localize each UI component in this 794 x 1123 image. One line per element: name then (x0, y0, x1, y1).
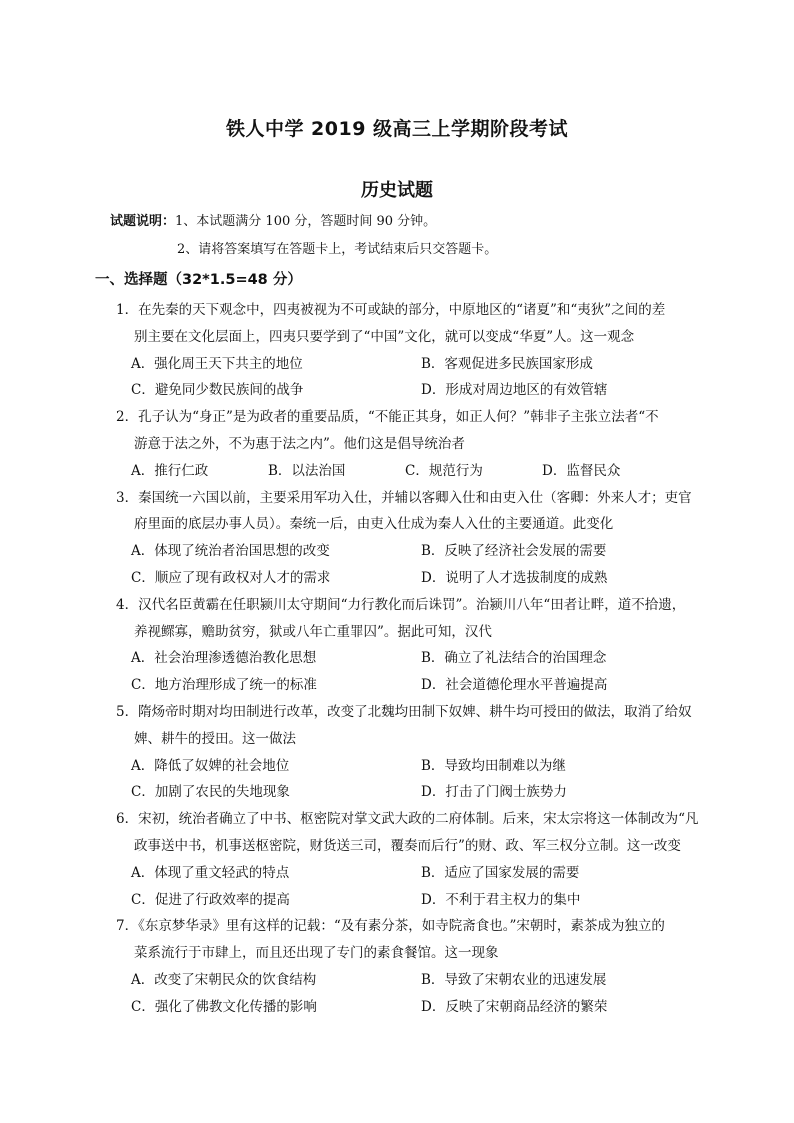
option-d[interactable]: D．打击了门阀士族势力 (421, 784, 567, 801)
option-c[interactable]: C．加剧了农民的失地现象 (131, 784, 290, 801)
option-row (116, 645, 716, 672)
option-a[interactable]: A．强化周王天下共主的地位 (131, 355, 303, 372)
question-stem (116, 913, 716, 967)
option-row (116, 377, 716, 404)
exam-subtitle: 历史试题 (361, 180, 433, 201)
option-b[interactable]: B．导致均田制难以为继 (421, 757, 566, 774)
option-row (116, 887, 716, 914)
option-row (116, 351, 716, 378)
option-d[interactable]: D．说明了人才选拔制度的成熟 (421, 569, 608, 586)
stem-line: 别主要在文化层面上，四夷只要学到了“中国”文化，就可以变成“华夏”人。这一观念 (134, 328, 635, 345)
option-row (116, 994, 716, 1021)
exam-title: 铁人中学 2019 级高三上学期阶段考试 (225, 118, 569, 140)
stem-line: 3．秦国统一六国以前，主要采用军功入仕，并辅以客卿入仕和由吏入仕（客卿：外来人才；吏官 (116, 489, 692, 506)
option-d[interactable]: D．不利于君主权力的集中 (421, 891, 581, 908)
option-row (116, 458, 716, 485)
stem-line: 婢、耕牛的授田。这一做法 (134, 730, 296, 747)
instructions (110, 212, 497, 268)
stem-line: 2．孔子认为“身正”是为政者的重要品质，“不能正其身，如正人何？”韩非子主张立法者“不 (116, 409, 659, 426)
question-stem (116, 592, 716, 646)
option-b[interactable]: B．适应了国家发展的需要 (421, 864, 580, 881)
instruction-text-2: 2、请将答案填写在答题卡上，考试结束后只交答题卡。 (177, 242, 498, 257)
option-row (116, 565, 716, 592)
question-1 (116, 297, 716, 404)
instruction-line-2 (110, 240, 497, 268)
option-d[interactable]: D．形成对周边地区的有效管辖 (421, 382, 608, 399)
option-a[interactable]: A．社会治理渗透德治教化思想 (131, 650, 317, 667)
option-row (116, 967, 716, 994)
question-7 (116, 913, 716, 1020)
question-2 (116, 404, 716, 484)
question-stem (116, 485, 716, 539)
instruction-label: 试题说明： (110, 214, 176, 229)
instruction-text-1: 1、本试题满分 100 分，答题时间 90 分钟。 (175, 214, 437, 229)
option-a[interactable]: A．降低了奴婢的社会地位 (131, 757, 290, 774)
stem-line: 5．隋炀帝时期对均田制进行改革，改变了北魏均田制下奴婢、耕牛均可授田的做法，取消了给奴 (116, 703, 692, 720)
option-a[interactable]: A．推行仁政 (131, 462, 209, 479)
option-row (116, 779, 716, 806)
stem-line: 7．《东京梦华录》里有这样的记载：“及有素分茶，如寺院斋食也。”宋朝时，素茶成为独立的 (116, 918, 665, 935)
stem-line: 4．汉代名臣黄霸在任职颍川太守期间“力行教化而后诛罚”。治颍川八年“田者让畔，道不拾遗， (116, 596, 686, 613)
stem-line: 游意于法之外，不为惠于法之内”。他们这是倡导统治者 (134, 435, 465, 452)
option-c[interactable]: C．顺应了现有政权对人才的需求 (131, 569, 331, 586)
option-a[interactable]: A．体现了统治者治国思想的改变 (131, 543, 330, 560)
question-5 (116, 699, 716, 806)
option-a[interactable]: A．体现了重文轻武的特点 (131, 864, 290, 881)
stem-line: 政事送中书，机事送枢密院，财货送三司，覆奏而后行”的财、政、军三权分立制。这一改变 (134, 837, 681, 854)
option-row (116, 672, 716, 699)
option-row (116, 538, 716, 565)
question-6 (116, 806, 716, 913)
stem-line: 养视鳏寡，赡助贫穷，狱或八年亡重罪囚”。据此可知，汉代 (134, 623, 492, 640)
stem-line: 府里面的底层办事人员）。秦统一后，由吏入仕成为秦人入仕的主要通道。此变化 (134, 516, 614, 533)
option-d[interactable]: D．反映了宋朝商品经济的繁荣 (421, 998, 608, 1015)
option-b[interactable]: B．客观促进多民族国家形成 (421, 355, 593, 372)
option-b[interactable]: B．以法治国 (268, 462, 346, 479)
question-3 (116, 485, 716, 592)
question-stem (116, 699, 716, 753)
question-4 (116, 592, 716, 699)
instruction-line-1 (110, 212, 497, 240)
option-a[interactable]: A．改变了宋朝民众的饮食结构 (131, 971, 317, 988)
option-c[interactable]: C．规范行为 (405, 462, 483, 479)
option-c[interactable]: C．促进了行政效率的提高 (131, 891, 290, 908)
question-stem (116, 404, 716, 458)
stem-line: 菜系流行于市肆上，而且还出现了专门的素食餐馆。这一现象 (134, 945, 499, 962)
stem-line: 6．宋初，统治者确立了中书、枢密院对掌文武大政的二府体制。后来，宋太宗将这一体制改为“凡 (116, 811, 699, 828)
question-list (116, 297, 716, 1021)
option-b[interactable]: B．反映了经济社会发展的需要 (421, 543, 607, 560)
option-row (116, 753, 716, 780)
option-c[interactable]: C．地方治理形成了统一的标准 (131, 677, 317, 694)
option-b[interactable]: B．导致了宋朝农业的迅速发展 (421, 971, 607, 988)
option-row (116, 860, 716, 887)
option-d[interactable]: D．监督民众 (542, 462, 621, 479)
option-c[interactable]: C．避免同少数民族间的战争 (131, 382, 304, 399)
option-c[interactable]: C．强化了佛教文化传播的影响 (131, 998, 317, 1015)
stem-line: 1．在先秦的天下观念中，四夷被视为不可或缺的部分，中原地区的“诸夏”和“夷狄”之间的差 (116, 302, 666, 318)
question-stem (116, 297, 716, 351)
question-stem (116, 806, 716, 860)
option-d[interactable]: D．社会道德伦理水平普遍提高 (421, 677, 608, 694)
section-heading: 一、选择题（32*1.5=48 分） (95, 272, 302, 288)
option-b[interactable]: B．确立了礼法结合的治国理念 (421, 650, 607, 667)
